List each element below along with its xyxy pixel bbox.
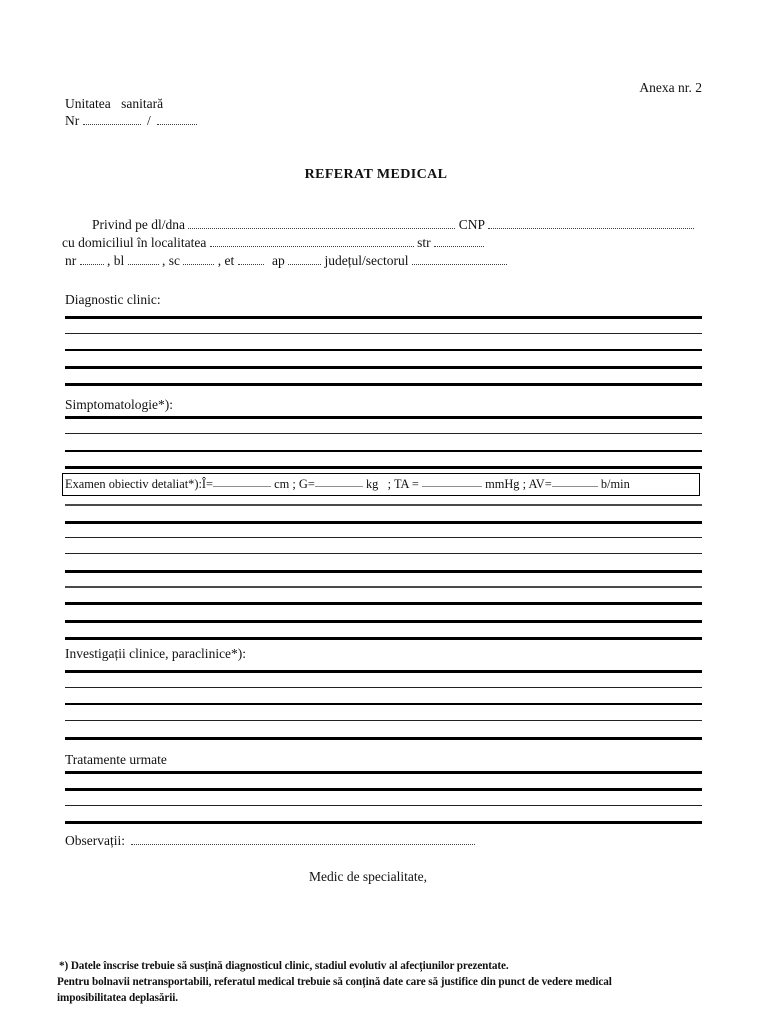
kg-ta-label: kg ; TA = [362, 477, 422, 491]
ruled-line [65, 349, 702, 351]
heart-rate-blank-field [552, 486, 598, 487]
street-label: str [417, 235, 431, 250]
nr-blank-field [83, 124, 141, 125]
cnp-label: CNP [458, 217, 485, 232]
ruled-line [65, 805, 702, 806]
street-no-blank-field [80, 264, 104, 265]
health-unit-label: Unitatea sanitară [65, 96, 164, 111]
treatments-section-label: Tratamente urmate [65, 752, 167, 767]
ruled-line [65, 521, 702, 524]
ruled-line [65, 333, 702, 334]
floor-blank-field [238, 264, 264, 265]
ruled-line [65, 433, 702, 434]
ruled-line [65, 771, 702, 774]
ruled-line [65, 504, 702, 506]
objective-exam-box [62, 473, 700, 496]
footnote-line-3: imposibilitatea deplasării. [57, 992, 178, 1004]
ruled-line [65, 687, 702, 688]
nr-label: Nr [65, 113, 80, 128]
privind-label: Privind pe dl/dna [92, 217, 185, 232]
ruled-line [65, 450, 702, 452]
staircase-blank-field [183, 264, 214, 265]
diagnostic-section-label: Diagnostic clinic: [65, 292, 161, 307]
ruled-line [65, 637, 702, 640]
domicile-label: cu domiciliul în localitatea [62, 235, 210, 250]
document-title: REFERAT MEDICAL [304, 167, 448, 182]
ruled-line [65, 316, 702, 319]
height-blank-field [213, 486, 271, 487]
specialist-doctor-label: Medic de specialitate, [308, 869, 428, 884]
ruled-line [65, 537, 702, 538]
ruled-line [65, 788, 702, 791]
ruled-line [65, 366, 702, 369]
ruled-line [65, 416, 702, 419]
cm-g-label: cm ; G= [271, 477, 315, 491]
county-blank-field [412, 264, 507, 265]
blood-pressure-blank-field [422, 486, 482, 487]
footnote-line-1: *) Datele înscrise trebuie să susțină diagnosticul clinic, stadiul evolutiv al afecțiunilor prezentate. [59, 960, 509, 972]
patient-name-blank-field [188, 228, 455, 229]
ruled-line [65, 737, 702, 740]
bmin-label: b/min [597, 477, 630, 491]
footnote-line-2: Pentru bolnavii netransportabili, referatul medical trebuie să conțină date care să justifice din punct de vedere medical [57, 976, 612, 988]
ruled-line [65, 586, 702, 588]
street-no-label: nr [65, 253, 77, 268]
symptoms-section-label: Simptomatologie*): [65, 397, 173, 412]
annex-label: Anexa nr. 2 [639, 80, 702, 95]
ruled-line [65, 703, 702, 705]
mmhg-av-label: mmHg ; AV= [481, 477, 552, 491]
county-label: județul/sectorul [324, 253, 409, 268]
domicile-line [62, 235, 484, 250]
ruled-line [65, 553, 702, 554]
ruled-line [65, 720, 702, 721]
ruled-line [65, 670, 702, 673]
patient-name-line [92, 217, 694, 232]
investigations-section-label: Investigații clinice, paraclinice*): [65, 646, 247, 661]
ruled-line [65, 602, 702, 605]
address-details-line [65, 253, 507, 268]
weight-blank-field [315, 486, 363, 487]
ruled-line [65, 570, 702, 573]
apartment-blank-field [288, 264, 321, 265]
block-label: , bl [107, 253, 125, 268]
observations-line [65, 833, 475, 848]
registration-number-line [65, 113, 197, 128]
apartment-label: ap [272, 253, 285, 268]
exam-label: Examen obiectiv detaliat*):Î= [65, 477, 214, 491]
ruled-line [65, 821, 702, 824]
ruled-line [65, 466, 702, 469]
ruled-line [65, 383, 702, 386]
observations-label: Observații: [65, 833, 125, 848]
street-blank-field [434, 246, 484, 247]
locality-blank-field [210, 246, 414, 247]
nr-slash: / [147, 113, 151, 128]
block-blank-field [128, 264, 159, 265]
floor-label: , et [217, 253, 235, 268]
observations-blank-field [131, 844, 475, 845]
ruled-line [65, 620, 702, 623]
staircase-label: , sc [162, 253, 181, 268]
cnp-blank-field [488, 228, 694, 229]
nr-date-blank-field [157, 124, 197, 125]
